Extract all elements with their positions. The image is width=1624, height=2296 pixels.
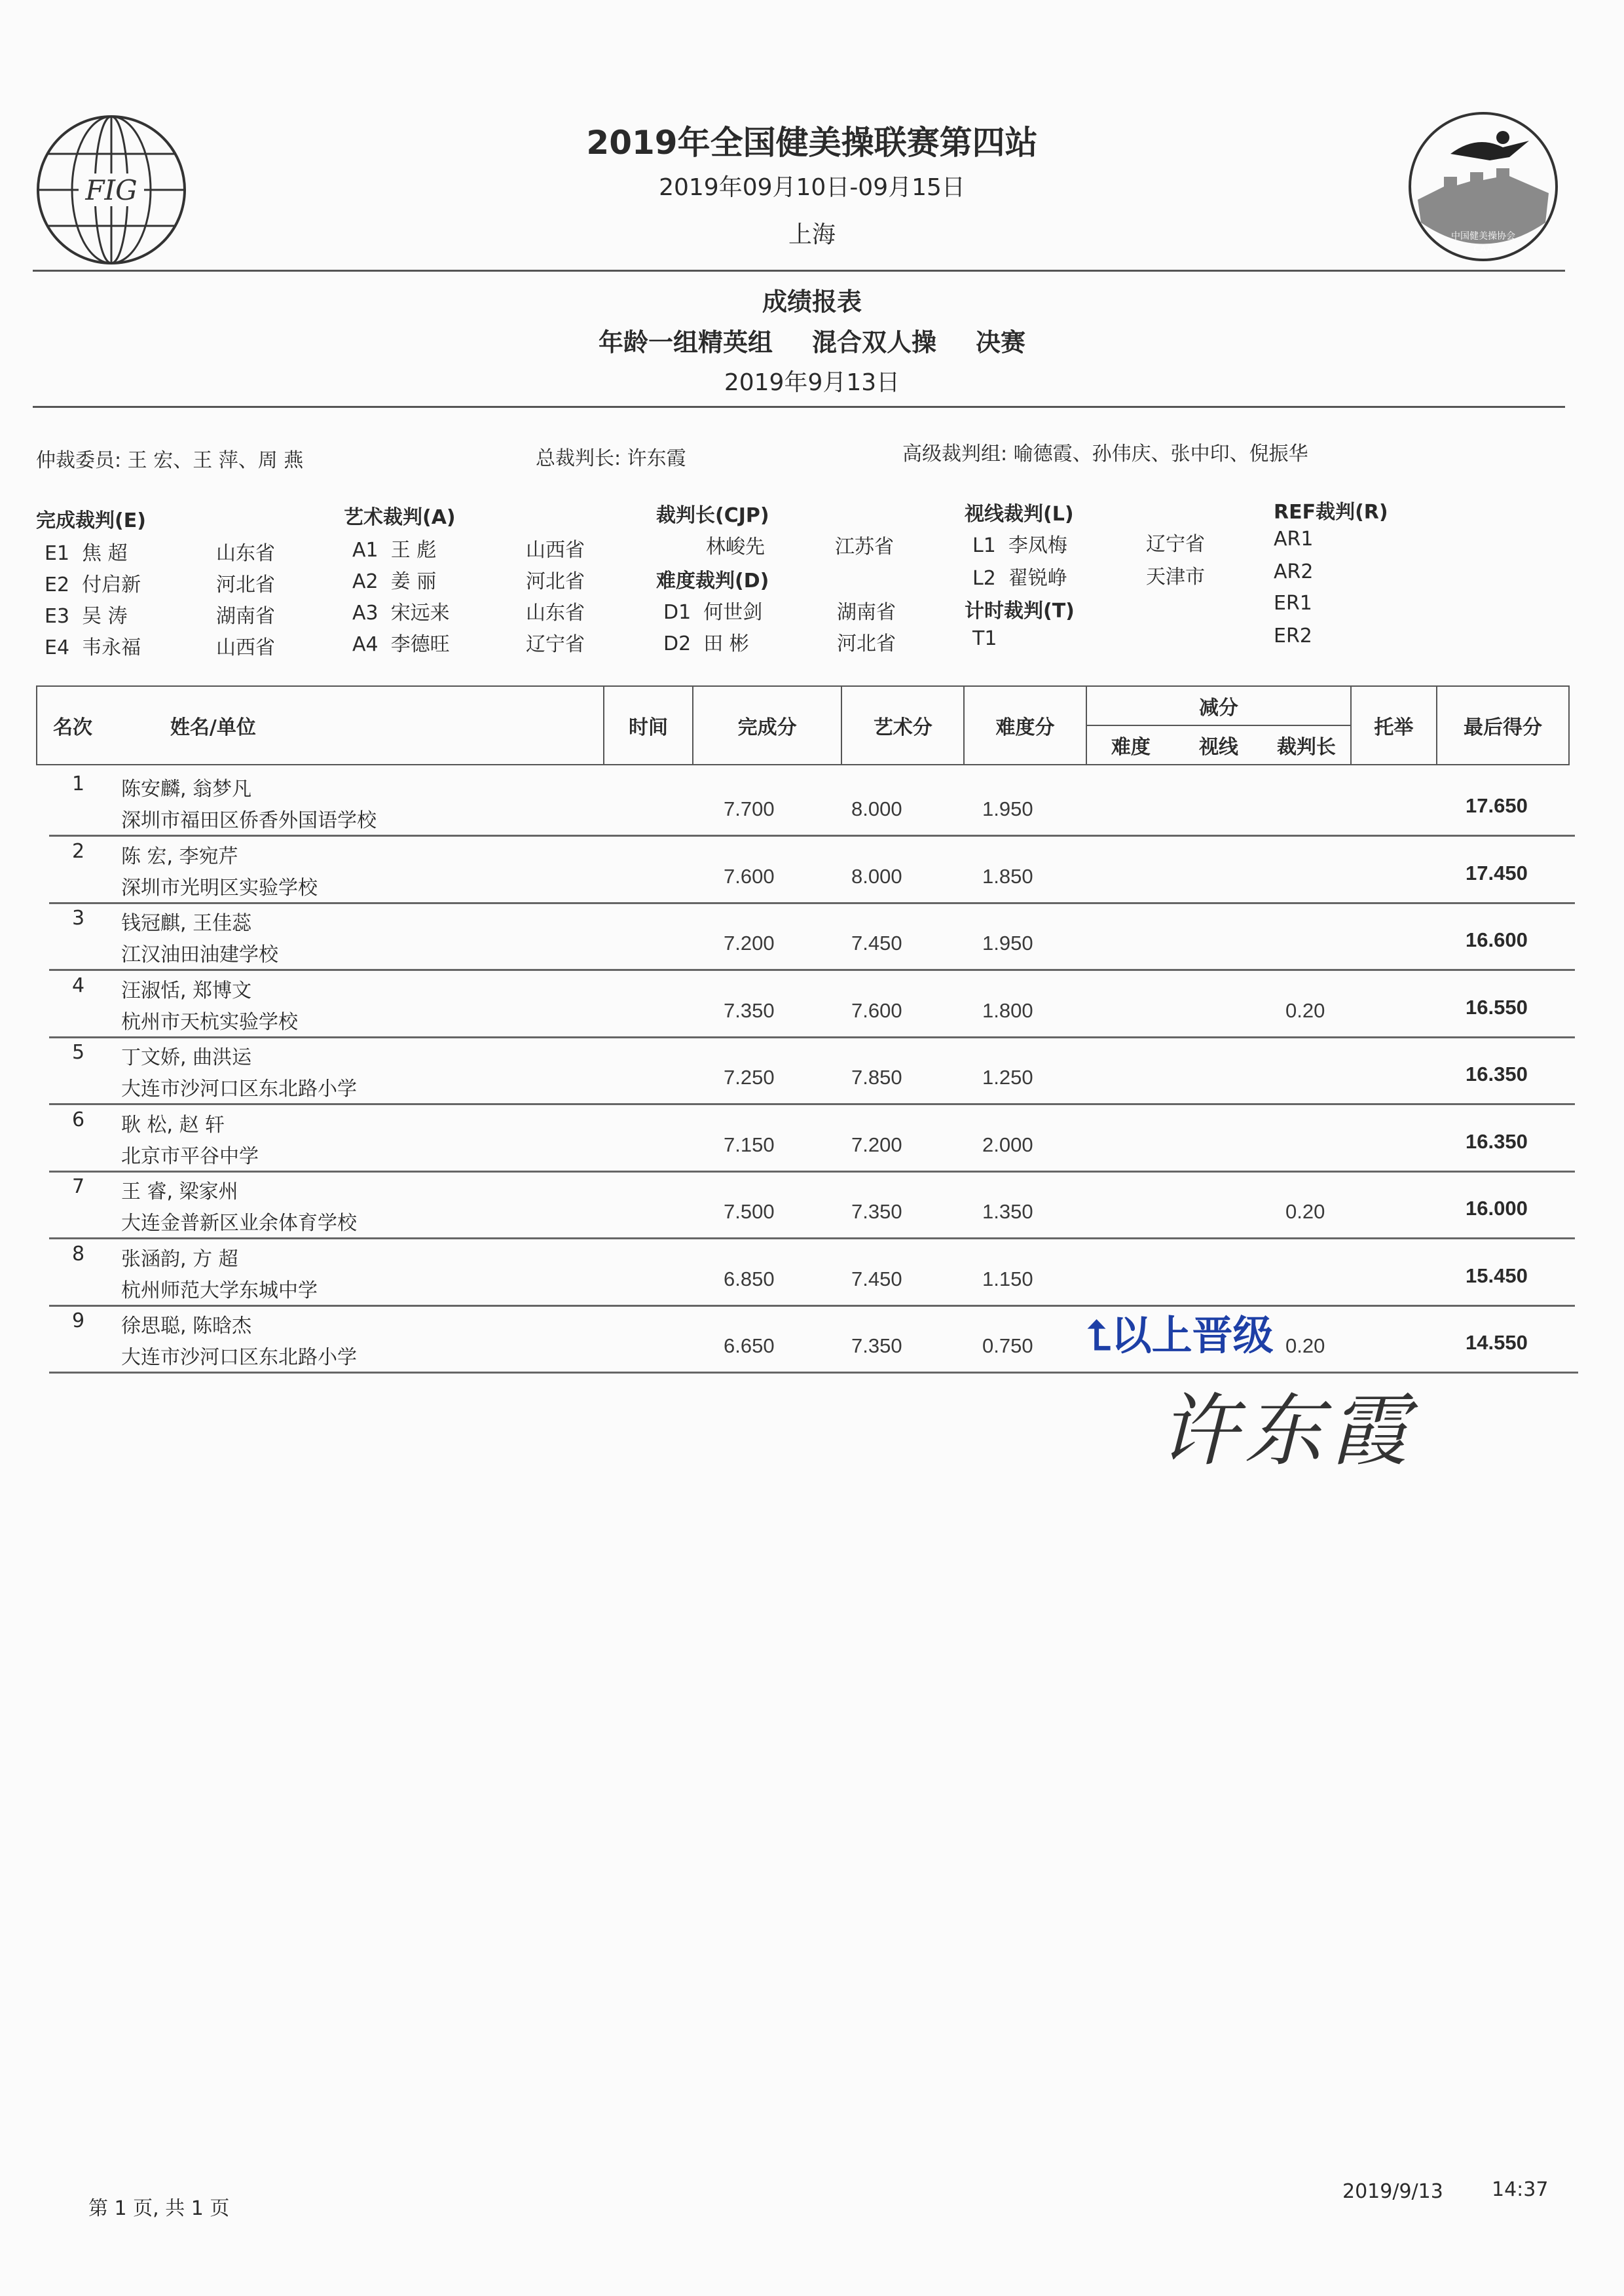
row-names: 王 睿, 梁家州	[121, 1180, 238, 1203]
judge-a4: A4 李德旺	[352, 633, 450, 656]
row-divider	[49, 902, 1575, 904]
footer-time: 14:37	[1492, 2178, 1549, 2201]
judge-a2-prov: 河北省	[526, 570, 585, 593]
row-final-score: 16.350	[1466, 1130, 1528, 1153]
event-name: 混合双人操	[811, 328, 936, 357]
judge-l2: L2 翟锐峥	[972, 567, 1067, 590]
row-execution: 7.500	[724, 1200, 775, 1223]
row-unit: 大连市沙河口区东北路小学	[121, 1078, 357, 1101]
row-difficulty: 1.950	[982, 932, 1033, 955]
page-title: 2019年全国健美操联赛第四站	[586, 124, 1038, 162]
difficulty-judges-label: 难度裁判(D)	[656, 570, 769, 592]
svg-text:中国健美操协会: 中国健美操协会	[1451, 231, 1515, 242]
judge-a3-prov: 山东省	[526, 602, 585, 625]
row-final-score: 15.450	[1466, 1264, 1528, 1287]
judge-a3: A3 宋远来	[352, 602, 450, 625]
col-lift: 托举	[1351, 686, 1437, 765]
row-artistic: 7.350	[851, 1200, 902, 1223]
row-names: 丁文娇, 曲洪运	[121, 1046, 252, 1069]
row-unit: 深圳市光明区实验学校	[121, 877, 318, 900]
col-name: 姓名/单位	[164, 686, 604, 765]
header-rule-bottom	[33, 406, 1565, 408]
chief-judge: 总裁判长: 许东霞	[536, 447, 686, 470]
judge-d1: D1 何世剑	[663, 601, 763, 624]
ref-judges-label: REF裁判(R)	[1274, 501, 1388, 524]
judge-e4: E4 韦永福	[45, 636, 141, 659]
row-divider	[49, 1103, 1575, 1105]
report-date: 2019年9月13日	[724, 369, 900, 396]
row-names: 耿 松, 赵 轩	[121, 1114, 225, 1137]
judge-d2: D2 田 彬	[663, 632, 749, 655]
row-names: 张涵韵, 方 超	[121, 1248, 238, 1271]
judge-l2-prov: 天津市	[1146, 566, 1205, 589]
row-final-score: 16.550	[1466, 996, 1528, 1019]
judge-e1: E1 焦 超	[45, 542, 128, 565]
row-final-score: 16.350	[1466, 1063, 1528, 1085]
row-execution: 7.250	[724, 1066, 775, 1089]
judge-e3-prov: 湖南省	[216, 605, 275, 628]
col-ded-line: 视线	[1175, 725, 1263, 765]
row-rank: 1	[72, 773, 85, 795]
footer-date: 2019/9/13	[1342, 2180, 1443, 2203]
page-number: 第 1 页, 共 1 页	[88, 2197, 230, 2220]
ref-er2: ER2	[1274, 625, 1312, 647]
judge-e3: E3 吴 涛	[45, 605, 128, 628]
row-execution: 7.350	[724, 999, 775, 1022]
line-judges-label: 视线裁判(L)	[965, 503, 1074, 526]
jury-committee: 仲裁委员: 王 宏、王 萍、周 燕	[36, 449, 304, 472]
row-unit: 北京市平谷中学	[121, 1145, 259, 1168]
row-names: 徐思聪, 陈晗杰	[121, 1315, 252, 1338]
ref-er1: ER1	[1274, 592, 1312, 615]
event-line	[0, 322, 1624, 358]
ref-ar1: AR1	[1274, 528, 1314, 551]
row-names: 陈 宏, 李宛芹	[121, 845, 238, 868]
row-final-score: 16.600	[1466, 928, 1528, 951]
row-difficulty: 1.150	[982, 1267, 1033, 1290]
signature: 许东霞	[1159, 1386, 1414, 1477]
row-difficulty: 1.850	[982, 865, 1033, 888]
row-names: 汪淑恬, 郑博文	[121, 979, 252, 1002]
judge-a1-prov: 山西省	[526, 539, 585, 562]
senior-judges: 高级裁判组: 喻德霞、孙伟庆、张中印、倪振华	[902, 443, 1308, 465]
judge-e4-prov: 山西省	[216, 636, 275, 659]
row-divider	[49, 835, 1575, 837]
row-divider	[49, 1036, 1575, 1038]
row-unit: 江汉油田油建学校	[121, 943, 278, 966]
row-difficulty: 1.250	[982, 1066, 1033, 1089]
row-unit: 深圳市福田区侨香外国语学校	[121, 809, 377, 832]
row-cjp-deduction: 0.20	[1285, 999, 1325, 1022]
judge-a1: A1 王 彪	[352, 539, 437, 562]
col-time: 时间	[604, 686, 693, 765]
row-divider	[49, 1237, 1575, 1239]
cjp-label: 裁判长(CJP)	[656, 504, 769, 527]
row-artistic: 7.450	[851, 1267, 902, 1290]
group-name: 年龄一组精英组	[598, 328, 773, 357]
row-rank: 4	[72, 974, 85, 997]
judge-e2-prov: 河北省	[216, 574, 275, 596]
cjp-prov: 江苏省	[835, 536, 894, 558]
event-city: 上海	[788, 221, 836, 248]
up-arrow-icon: ⮤	[1087, 1311, 1111, 1359]
row-divider	[49, 969, 1575, 971]
results-table-header	[36, 685, 1570, 765]
row-execution: 7.600	[724, 865, 775, 888]
row-unit: 杭州师范大学东城中学	[121, 1279, 318, 1302]
artistic-judges-label: 艺术裁判(A)	[344, 506, 456, 529]
row-difficulty: 1.350	[982, 1200, 1033, 1223]
row-rank: 2	[72, 840, 85, 863]
event-dates: 2019年09月10日-09月15日	[659, 174, 965, 201]
row-difficulty: 2.000	[982, 1133, 1033, 1156]
judge-l1: L1 李凤梅	[972, 534, 1067, 557]
row-artistic: 7.850	[851, 1066, 902, 1089]
judge-d1-prov: 湖南省	[837, 601, 896, 624]
row-names: 钱冠麒, 王佳蕊	[121, 912, 252, 935]
row-execution: 7.700	[724, 797, 775, 820]
row-unit: 大连金普新区业余体育学校	[121, 1212, 357, 1235]
row-final-score: 16.000	[1466, 1197, 1528, 1220]
row-artistic: 8.000	[851, 865, 902, 888]
judge-t1: T1	[972, 627, 997, 650]
col-final: 最后得分	[1437, 686, 1569, 765]
row-unit: 大连市沙河口区东北路小学	[121, 1346, 357, 1369]
row-cjp-deduction: 0.20	[1285, 1334, 1325, 1357]
row-rank: 9	[72, 1309, 85, 1332]
row-difficulty: 1.950	[982, 797, 1033, 820]
row-rank: 8	[72, 1243, 85, 1266]
promotion-annotation: ⮤以上晋级	[1087, 1311, 1274, 1359]
report-title: 成绩报表	[762, 287, 862, 316]
row-rank: 6	[72, 1108, 85, 1131]
col-difficulty: 难度分	[964, 686, 1086, 765]
col-rank: 名次	[37, 686, 164, 765]
row-artistic: 7.450	[851, 932, 902, 955]
judge-a2: A2 姜 丽	[352, 570, 437, 593]
row-artistic: 7.200	[851, 1133, 902, 1156]
row-rank: 7	[72, 1175, 85, 1198]
judge-e2: E2 付启新	[45, 574, 141, 596]
col-deduction: 减分	[1086, 686, 1351, 725]
row-final-score: 17.450	[1466, 862, 1528, 884]
col-execution: 完成分	[693, 686, 841, 765]
col-ded-cjp: 裁判长	[1263, 725, 1351, 765]
row-names: 陈安麟, 翁梦凡	[121, 778, 252, 801]
ref-ar2: AR2	[1274, 560, 1314, 583]
row-execution: 6.850	[724, 1267, 775, 1290]
row-divider	[49, 1305, 1575, 1307]
row-rank: 3	[72, 907, 85, 930]
row-final-score: 17.650	[1466, 794, 1528, 817]
execution-judges-label: 完成裁判(E)	[36, 509, 146, 532]
col-artistic: 艺术分	[841, 686, 964, 765]
row-rank: 5	[72, 1041, 85, 1064]
judge-l1-prov: 辽宁省	[1146, 533, 1205, 556]
judge-a4-prov: 辽宁省	[526, 633, 585, 656]
header-rule-top	[33, 270, 1565, 272]
col-ded-difficulty: 难度	[1086, 725, 1175, 765]
cjp-name: 林峻先	[706, 536, 765, 558]
row-unit: 杭州市天杭实验学校	[121, 1011, 298, 1034]
row-artistic: 8.000	[851, 797, 902, 820]
row-artistic: 7.350	[851, 1334, 902, 1357]
judge-e1-prov: 山东省	[216, 542, 275, 565]
judge-d2-prov: 河北省	[837, 632, 896, 655]
row-divider	[49, 1171, 1575, 1173]
row-final-score: 14.550	[1466, 1331, 1528, 1354]
row-execution: 7.150	[724, 1133, 775, 1156]
row-difficulty: 0.750	[982, 1334, 1033, 1357]
row-execution: 6.650	[724, 1334, 775, 1357]
time-judge-label: 计时裁判(T)	[965, 600, 1075, 623]
row-cjp-deduction: 0.20	[1285, 1200, 1325, 1223]
row-execution: 7.200	[724, 932, 775, 955]
svg-text:CAA: CAA	[1473, 244, 1493, 255]
round-name: 决赛	[976, 328, 1026, 357]
row-difficulty: 1.800	[982, 999, 1033, 1022]
svg-text:FIG: FIG	[85, 174, 138, 206]
row-artistic: 7.600	[851, 999, 902, 1022]
